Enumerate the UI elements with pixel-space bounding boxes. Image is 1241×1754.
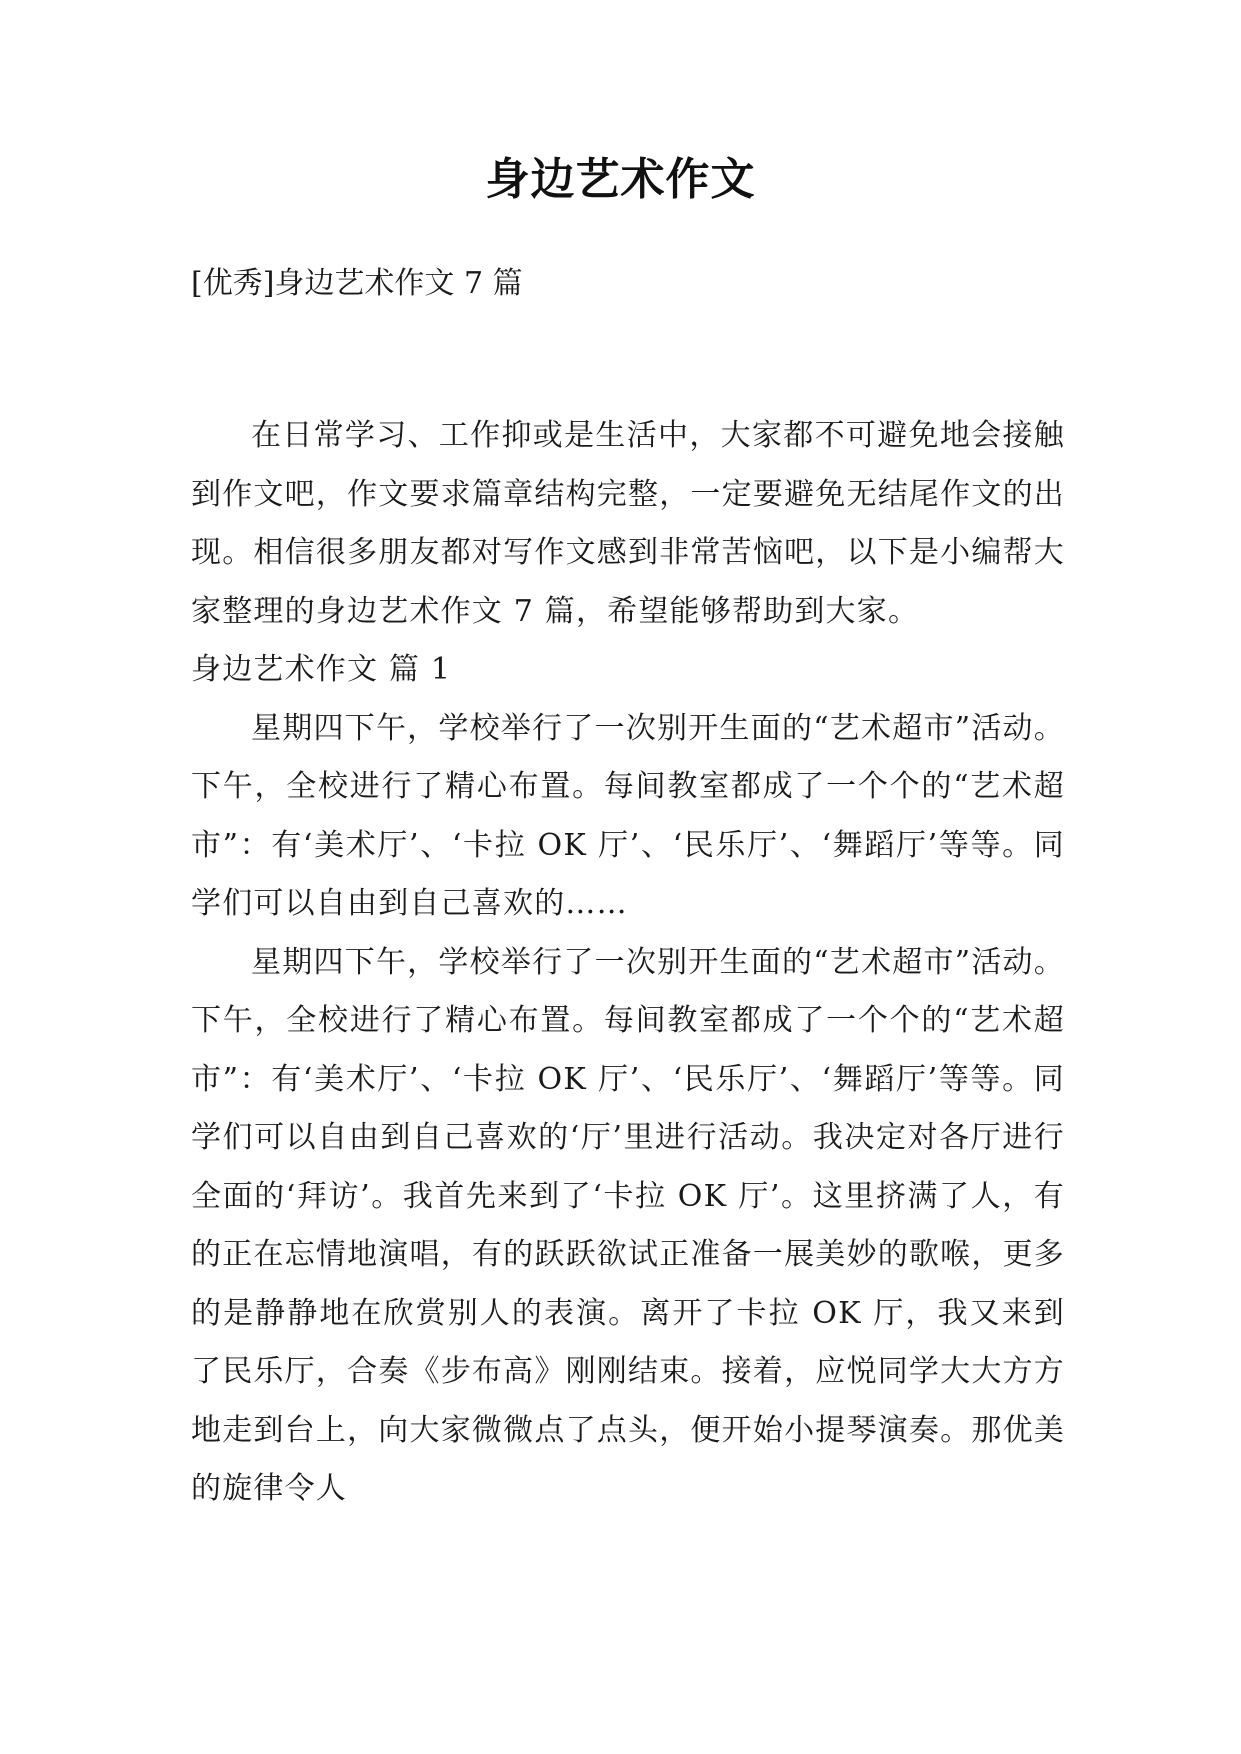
essay-paragraph: 星期四下午，学校举行了一次别开生面的“艺术超市”活动。下午，全校进行了精心布置。每间教室都成了一个个的“艺术超市”：有‘美术厅’、‘卡拉 OK 厅’、‘民乐厅’、‘舞蹈厅’等等。同学们可以自由到自己喜欢的‘厅’里进行活动。我决定对各厅进行全面的‘拜访’。我首先来到了‘卡拉 OK 厅’。这里挤满了人，有的正在忘情地演唱，有的跃跃欲试正准备一展美妙的歌喉，更多的是静静地在欣赏别人的表演。离开了卡拉 OK 厅，我又来到了民乐厅，合奏《步布高》刚刚结束。接着，应悦同学大大方方地走到台上，向大家微微点了点头，便开始小提琴演奏。那优美的旋律令人	[191, 944, 1065, 1506]
document-title: 身边艺术作文	[485, 154, 756, 205]
document-body	[191, 407, 1065, 1519]
document-subtitle: [优秀]身边艺术作文 7 篇	[191, 266, 523, 301]
intro-paragraph: 在日常学习、工作抑或是生活中，大家都不可避免地会接触到作文吧，作文要求篇章结构完整，一定要避免无结尾作文的出现。相信很多朋友都对写作文感到非常苦恼吧，以下是小编帮大家整理的身边艺术作文 7 篇，希望能够帮助到大家。	[191, 418, 1065, 629]
section-heading: 身边艺术作文 篇 1	[191, 652, 452, 687]
excerpt-paragraph: 星期四下午，学校举行了一次别开生面的“艺术超市”活动。下午，全校进行了精心布置。每间教室都成了一个个的“艺术超市”：有‘美术厅’、‘卡拉 OK 厅’、‘民乐厅’、‘舞蹈厅’等等。同学们可以自由到自己喜欢的……	[191, 710, 1065, 921]
